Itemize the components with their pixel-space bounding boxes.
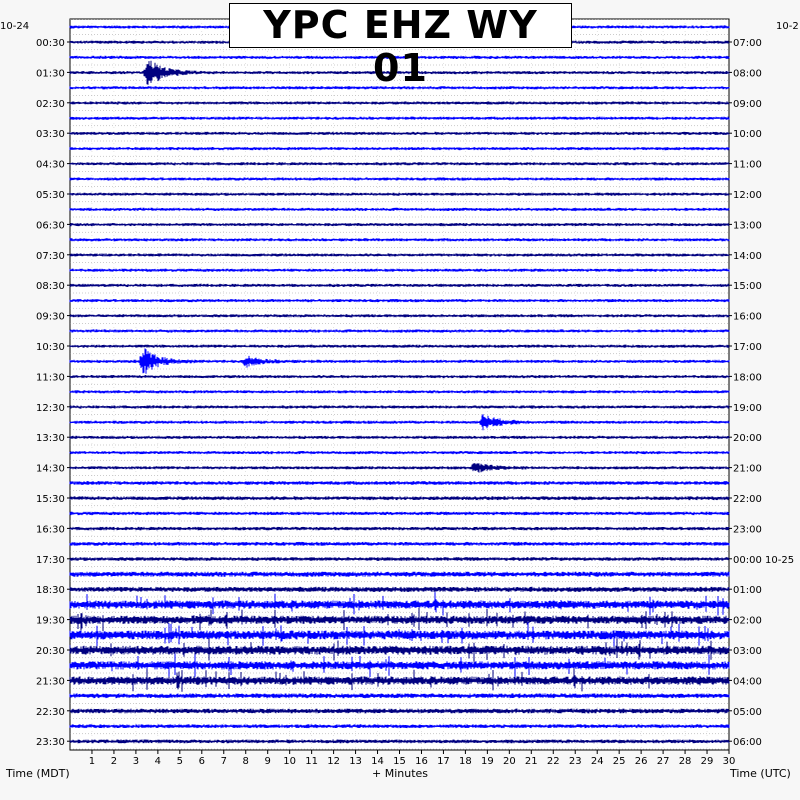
- right-tick-label: 00:00 10-25: [733, 554, 795, 566]
- x-tick-label: 27: [656, 756, 670, 767]
- x-tick-label: 22: [546, 756, 560, 767]
- x-tick-label: 11: [305, 756, 319, 767]
- right-tick-label: 16:00: [733, 311, 762, 323]
- right-tick-label: 01:00: [733, 585, 762, 597]
- x-tick-label: 18: [459, 756, 472, 767]
- right-tick-label: 05:00: [733, 706, 762, 718]
- right-tick-label: 15:00: [733, 281, 762, 293]
- x-tick-label: 20: [502, 756, 516, 767]
- x-tick-label: 7: [220, 756, 227, 767]
- right-tick-label: 14:00: [733, 250, 762, 262]
- x-tick-label: 28: [678, 756, 692, 767]
- x-tick-label: 19: [480, 756, 494, 767]
- left-tick-label: 11:30: [36, 372, 65, 384]
- right-tick-label: 23:00: [733, 524, 762, 536]
- seismic-trace: [70, 542, 729, 546]
- end-date-label: 10-2: [776, 21, 799, 32]
- left-tick-label: 18:30: [36, 585, 65, 597]
- left-tick-label: 19:30: [36, 615, 65, 627]
- x-tick-label: 26: [634, 756, 648, 767]
- x-tick-label: 29: [700, 756, 714, 767]
- left-tick-label: 08:30: [36, 281, 65, 293]
- right-tick-label: 19:00: [733, 402, 762, 414]
- right-tick-label: 04:00: [733, 676, 762, 688]
- left-tick-label: 02:30: [36, 98, 65, 110]
- right-tick-label: 20:00: [733, 433, 762, 445]
- right-tick-label: 17:00: [733, 342, 762, 353]
- left-tick-label: 05:30: [36, 190, 65, 201]
- x-tick-label: 8: [242, 756, 249, 767]
- left-tick-label: 15:30: [36, 494, 65, 505]
- x-tick-label: 3: [132, 756, 140, 767]
- left-tick-label: 23:30: [36, 737, 65, 749]
- x-tick-label: 9: [264, 756, 271, 767]
- right-tick-label: 18:00: [733, 372, 762, 384]
- left-tick-label: 09:30: [36, 311, 65, 323]
- left-tick-label: 12:30: [36, 402, 65, 414]
- right-tick-label: 12:00: [733, 190, 762, 201]
- left-axis-label: Time (MDT): [6, 767, 70, 780]
- x-tick-label: 5: [176, 756, 184, 767]
- right-tick-label: 21:00: [733, 463, 762, 475]
- x-tick-label: 17: [437, 756, 450, 767]
- x-tick-label: 6: [198, 756, 205, 767]
- left-tick-label: 14:30: [36, 463, 65, 475]
- left-tick-label: 20:30: [36, 646, 65, 657]
- left-tick-label: 22:30: [36, 706, 65, 718]
- left-tick-label: 13:30: [36, 433, 65, 445]
- right-tick-label: 06:00: [733, 737, 762, 749]
- right-tick-label: 03:00: [733, 646, 762, 657]
- right-tick-label: 08:00: [733, 68, 762, 80]
- right-tick-label: 02:00: [733, 615, 762, 627]
- x-tick-label: 13: [349, 756, 362, 767]
- x-tick-label: 4: [154, 756, 162, 767]
- right-tick-label: 10:00: [733, 129, 762, 141]
- x-tick-label: 24: [590, 756, 604, 767]
- right-axis-label: Time (UTC): [730, 767, 791, 780]
- x-tick-label: 25: [612, 756, 626, 767]
- x-tick-label: 30: [722, 756, 736, 767]
- right-tick-label: 07:00: [733, 38, 762, 49]
- left-tick-label: 00:30: [36, 38, 65, 49]
- left-tick-label: 10:30: [36, 342, 65, 353]
- left-tick-label: 04:30: [36, 159, 65, 171]
- left-tick-label: 21:30: [36, 676, 65, 688]
- chart-title: YPC EHZ WY 01: [229, 3, 572, 48]
- x-axis-label: + Minutes: [372, 767, 429, 780]
- x-tick-label: 10: [283, 756, 297, 767]
- left-tick-label: 03:30: [36, 129, 65, 141]
- left-tick-label: 16:30: [36, 524, 65, 536]
- start-date-label: 10-24: [0, 21, 30, 32]
- left-tick-label: 06:30: [36, 220, 65, 232]
- right-tick-label: 22:00: [733, 494, 762, 505]
- left-tick-label: 17:30: [36, 554, 65, 566]
- right-tick-label: 13:00: [733, 220, 762, 232]
- left-tick-label: 07:30: [36, 250, 65, 262]
- x-tick-label: 14: [371, 756, 384, 767]
- x-tick-label: 2: [110, 756, 118, 767]
- x-tick-label: 16: [415, 756, 428, 767]
- x-tick-label: 15: [393, 756, 406, 767]
- x-tick-label: 1: [88, 756, 96, 767]
- x-tick-label: 21: [524, 756, 538, 767]
- right-tick-label: 09:00: [733, 98, 762, 110]
- right-tick-label: 11:00: [733, 159, 762, 171]
- x-tick-label: 12: [327, 756, 340, 767]
- x-tick-label: 23: [568, 756, 582, 767]
- left-tick-label: 01:30: [36, 68, 65, 80]
